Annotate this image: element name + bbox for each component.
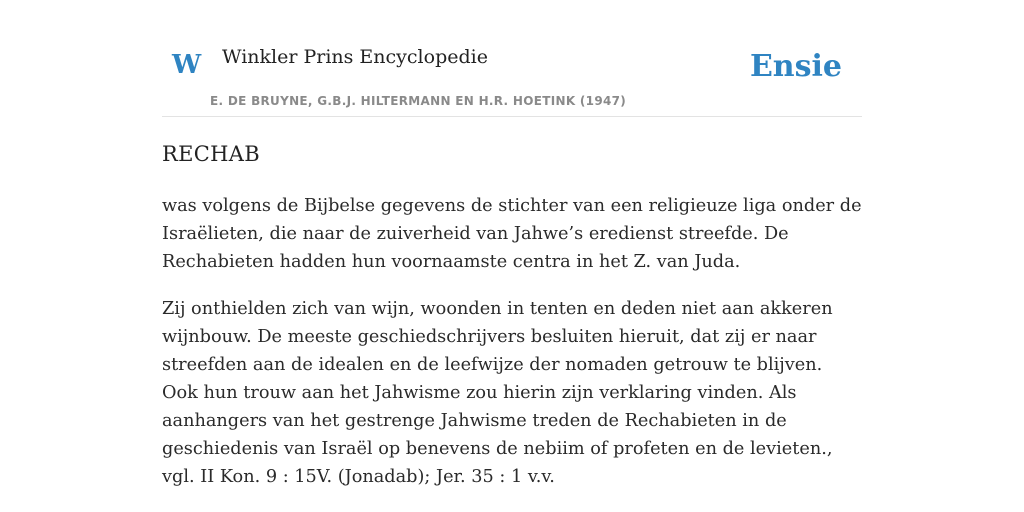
article-body <box>162 192 862 510</box>
publication-logo[interactable]: W <box>172 50 202 80</box>
article-paragraph: Zij onthielden zich van wijn, woonden in tenten en deden niet aan akkeren wijnbouw. De meeste geschiedschrijvers besluiten hieruit, dat zij er naar streefden aan de idealen en de leefwijze der nomaden getrouw te blijven. Ook hun trouw aan het Jahwisme zou hierin zijn verklaring vinden. Als aanhangers van het gestrenge Jahwisme treden de Rechabieten in de geschiedenis van Israël op benevens de nebiim of profeten en de levieten., vgl. II Kon. 9 : 15V. (Jonadab); Jer. 35 : 1 v.v. <box>162 299 833 487</box>
publication-authors: E. DE BRUYNE, G.B.J. HILTERMANN EN H.R. HOETINK (1947) <box>210 94 627 108</box>
publication-title[interactable]: Winkler Prins Encyclopedie <box>222 46 488 68</box>
header <box>162 0 862 117</box>
brand-logo[interactable]: Ensie <box>749 49 842 84</box>
article-headword: RECHAB <box>162 142 260 166</box>
article-paragraph: was volgens de Bijbelse gegevens de stichter van een religieuze liga onder de Israëlieten, die naar de zuiverheid van Jahwe’s eredienst streefde. De Rechabieten hadden hun voornaamste centra in het Z. van Juda. <box>162 196 862 272</box>
